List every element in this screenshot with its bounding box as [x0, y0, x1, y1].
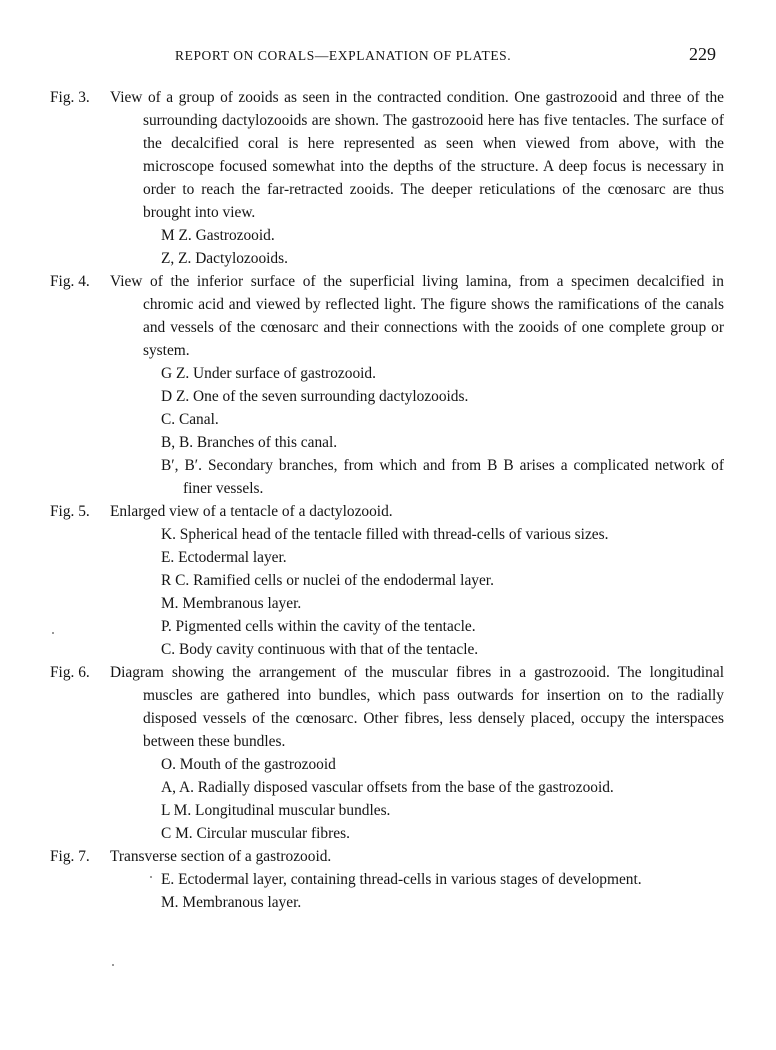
print-speck [52, 632, 54, 634]
figure-description: Transverse section of a gastrozooid. [110, 848, 332, 865]
figure-key-item: R C. Ramified cells or nuclei of the endodermal layer. [161, 572, 494, 589]
figure-key-item: E. Ectodermal layer. [161, 549, 287, 566]
figure-4-entry [0, 270, 776, 500]
figure-key-item: G Z. Under surface of gastrozooid. [161, 365, 376, 382]
figure-label: Fig. 3. [50, 89, 90, 106]
figure-key-item: C. Body cavity continuous with that of the tentacle. [161, 641, 479, 658]
figure-label: Fig. 5. [50, 503, 90, 520]
figure-key-item: M. Membranous layer. [161, 595, 302, 612]
print-speck [112, 964, 114, 966]
figure-key-item: C. Canal. [161, 411, 219, 428]
figure-key-item: E. Ectodermal layer, containing thread-cells in various stages of development. [161, 871, 642, 888]
figure-3-entry [0, 86, 776, 270]
figure-description: Enlarged view of a tentacle of a dactylozooid. [110, 503, 393, 520]
figure-key-item: M Z. Gastrozooid. [161, 227, 275, 244]
plate-explanations [0, 86, 776, 914]
figure-key-item: B′, B′. Secondary branches, from which and from B B arises a complicated network of finer vessels. [161, 457, 724, 497]
figure-key-item: M. Membranous layer. [161, 894, 302, 911]
figure-key-item: C M. Circular muscular fibres. [161, 825, 350, 842]
figure-key-item: Z, Z. Dactylozooids. [161, 250, 288, 267]
figure-key-item: A, A. Radially disposed vascular offsets from the base of the gastrozooid. [161, 779, 614, 796]
figure-label: Fig. 4. [50, 273, 90, 290]
figure-key-item: D Z. One of the seven surrounding dactylozooids. [161, 388, 469, 405]
page-number: 229 [689, 44, 716, 64]
figure-key-item: K. Spherical head of the tentacle filled with thread-cells of various sizes. [161, 526, 609, 543]
figure-label: Fig. 7. [50, 848, 90, 865]
running-head-title: REPORT ON CORALS—EXPLANATION OF PLATES. [175, 48, 512, 63]
figure-key-item: O. Mouth of the gastrozooid [161, 756, 336, 773]
figure-key-item: B, B. Branches of this canal. [161, 434, 338, 451]
figure-6-entry [0, 661, 776, 845]
figure-description: View of a group of zooids as seen in the contracted condition. One gastrozooid and three of the surrounding dactylozooids are shown. The gastrozooid here has five tentacles. The surface of the decalcified coral is here represented as seen when viewed from above, with the microscope focused somewhat into the depths of the structure. A deep focus is necessary in order to reach the far-retracted zooids. The deeper reticulations of the cœnosarc are thus brought into view. [110, 89, 724, 221]
print-speck [150, 876, 152, 878]
figure-5-entry [0, 500, 776, 661]
figure-description: Diagram showing the arrangement of the muscular fibres in a gastrozooid. The longitudinal muscles are gathered into bundles, which pass outwards for insertion on to the radially disposed vessels of the cœnosarc. Other fibres, less densely placed, occupy the interspaces between these bundles. [110, 664, 724, 750]
figure-7-entry [0, 845, 776, 914]
figure-key-item: L M. Longitudinal muscular bundles. [161, 802, 391, 819]
figure-label: Fig. 6. [50, 664, 90, 681]
figure-description: View of the inferior surface of the superficial living lamina, from a specimen decalcified in chromic acid and viewed by reflected light. The figure shows the ramifications of the canals and vessels of the cœnosarc and their connections with the zooids of one complete group or system. [110, 273, 724, 359]
figure-key-item: P. Pigmented cells within the cavity of the tentacle. [161, 618, 476, 635]
running-head [0, 44, 776, 68]
